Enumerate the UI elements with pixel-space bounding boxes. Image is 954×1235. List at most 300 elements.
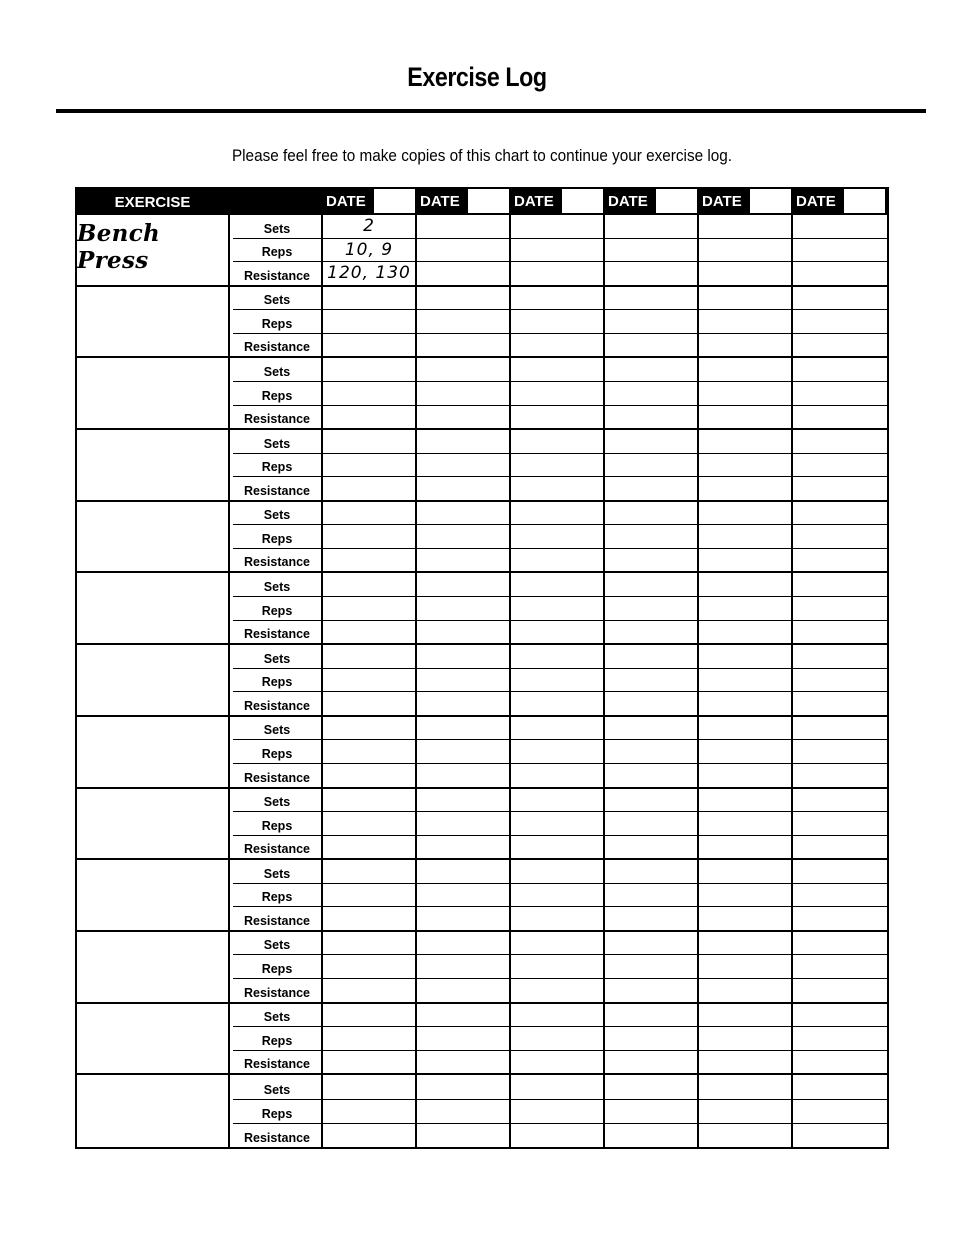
log-entry-cell[interactable] (323, 1051, 415, 1074)
log-entry-cell[interactable] (417, 932, 509, 956)
log-entry-cell[interactable] (699, 1100, 791, 1124)
title-divider (56, 109, 926, 113)
log-entry-cell[interactable] (323, 717, 415, 741)
log-entry-cell[interactable] (323, 525, 415, 549)
log-entry-cell[interactable] (605, 406, 697, 429)
log-entry-cell[interactable] (699, 1075, 791, 1099)
log-entry-cell[interactable] (605, 382, 697, 406)
exercise-name-cell[interactable] (77, 430, 230, 502)
metric-labels (230, 287, 323, 359)
date-entry-group (417, 860, 511, 932)
log-entry-cell[interactable] (417, 907, 509, 930)
log-entry-cell[interactable] (793, 262, 887, 285)
log-entry-cell[interactable] (511, 884, 603, 908)
metric-labels (230, 1075, 323, 1147)
log-entry-cell[interactable] (793, 789, 887, 813)
log-entry-cell[interactable] (793, 1124, 887, 1147)
log-entry-cell[interactable] (793, 239, 887, 263)
exercise-name-cell[interactable] (77, 287, 230, 359)
log-entry-cell[interactable] (699, 406, 791, 429)
log-entry-cell[interactable] (323, 789, 415, 813)
log-entry-cell[interactable] (417, 573, 509, 597)
date-entry-group (323, 860, 417, 932)
metric-label: Resistance (243, 985, 310, 1000)
log-entry-cell[interactable] (511, 262, 603, 285)
log-entry-cell[interactable] (417, 1075, 509, 1099)
log-entry-cell[interactable] (511, 525, 603, 549)
date-entry-group (605, 1075, 699, 1147)
log-entry-cell[interactable] (417, 549, 509, 572)
log-entry-cell[interactable] (699, 262, 791, 285)
log-entry-cell[interactable] (323, 621, 415, 644)
metric-label: Sets (233, 645, 321, 669)
date-entry-group (605, 287, 699, 359)
exercise-name-cell[interactable] (77, 573, 230, 645)
log-entry-cell[interactable] (699, 549, 791, 572)
log-entry-cell[interactable] (511, 1004, 603, 1028)
log-entry-cell[interactable] (793, 477, 887, 500)
log-entry-cell[interactable] (323, 310, 415, 334)
exercise-name-cell[interactable] (77, 1075, 230, 1147)
log-entry-cell[interactable] (511, 669, 603, 693)
log-entry-cell[interactable] (511, 764, 603, 787)
log-entry-cell[interactable] (417, 692, 509, 715)
log-entry-cell[interactable] (793, 287, 887, 311)
log-entry-cell[interactable] (699, 1124, 791, 1147)
log-entry-cell[interactable] (793, 215, 887, 239)
log-entry-cell[interactable] (323, 764, 415, 787)
log-entry-cell[interactable] (417, 1124, 509, 1147)
log-entry-cell[interactable] (323, 549, 415, 572)
log-entry-cell[interactable] (699, 812, 791, 836)
date-entry-group (417, 1075, 511, 1147)
log-entry-cell[interactable] (323, 406, 415, 429)
log-entry-cell[interactable] (323, 860, 415, 884)
log-entry-cell[interactable] (699, 669, 791, 693)
log-entry-cell[interactable] (793, 597, 887, 621)
exercise-name-cell[interactable] (77, 358, 230, 430)
log-entry-cell[interactable] (699, 692, 791, 715)
log-entry-cell[interactable] (511, 1027, 603, 1051)
log-entry-cell[interactable] (699, 884, 791, 908)
log-entry-cell[interactable] (511, 740, 603, 764)
log-entry-cell[interactable] (417, 1051, 509, 1074)
log-entry-cell[interactable] (605, 334, 697, 357)
log-entry-cell[interactable] (793, 1051, 887, 1074)
log-entry-cell[interactable] (605, 955, 697, 979)
log-entry-cell[interactable] (793, 358, 887, 382)
log-entry-cell[interactable] (417, 262, 509, 285)
log-entry-cell[interactable] (793, 310, 887, 334)
log-entry-cell[interactable] (417, 215, 509, 239)
date-entry-group (417, 932, 511, 1004)
log-entry-cell[interactable] (699, 573, 791, 597)
date-entry-field[interactable] (468, 189, 509, 213)
date-entry-group (699, 1075, 793, 1147)
log-entry-cell[interactable] (417, 454, 509, 478)
log-entry-cell[interactable] (323, 1100, 415, 1124)
metric-label: Resistance (243, 770, 310, 785)
metric-label: Sets (233, 573, 321, 597)
log-entry-cell[interactable] (699, 1051, 791, 1074)
log-entry-cell[interactable] (699, 1027, 791, 1051)
log-entry-cell[interactable] (417, 860, 509, 884)
log-entry-cell[interactable] (793, 573, 887, 597)
log-entry-cell[interactable] (511, 549, 603, 572)
log-entry-cell[interactable] (511, 215, 603, 239)
log-entry-cell[interactable] (793, 692, 887, 715)
log-entry-cell[interactable] (793, 334, 887, 357)
log-entry-cell[interactable] (605, 1027, 697, 1051)
log-entry-cell[interactable] (511, 1051, 603, 1074)
date-entry-field[interactable] (374, 189, 415, 213)
log-entry-cell[interactable] (699, 215, 791, 239)
log-entry-cell[interactable] (605, 239, 697, 263)
log-entry-cell[interactable] (605, 1075, 697, 1099)
log-entry-cell[interactable] (511, 955, 603, 979)
date-entry-field[interactable] (750, 189, 791, 213)
log-entry-cell[interactable] (699, 740, 791, 764)
log-entry-cell[interactable] (417, 525, 509, 549)
log-entry-cell[interactable] (511, 1100, 603, 1124)
metric-label: Reps (233, 310, 321, 334)
log-entry-cell[interactable] (793, 406, 887, 429)
log-entry-cell[interactable] (511, 907, 603, 930)
log-entry-cell[interactable] (417, 502, 509, 526)
log-entry-cell[interactable] (699, 932, 791, 956)
log-entry-cell[interactable] (511, 382, 603, 406)
log-entry-cell[interactable] (699, 764, 791, 787)
log-entry-cell[interactable] (793, 717, 887, 741)
log-entry-cell[interactable] (699, 454, 791, 478)
log-entry-cell[interactable] (699, 1004, 791, 1028)
exercise-name-cell[interactable] (77, 502, 230, 574)
log-entry-cell[interactable] (699, 979, 791, 1002)
log-entry-cell[interactable] (793, 764, 887, 787)
log-entry-cell[interactable] (417, 812, 509, 836)
log-entry-cell[interactable] (511, 310, 603, 334)
exercise-name-cell[interactable] (77, 789, 230, 861)
metric-label: Reps (233, 740, 321, 764)
log-entry-cell[interactable] (605, 621, 697, 644)
log-entry-cell[interactable] (605, 692, 697, 715)
log-entry-cell[interactable] (417, 884, 509, 908)
log-entry-cell[interactable] (417, 287, 509, 311)
metric-label: Resistance (243, 412, 310, 427)
log-entry-cell[interactable] (605, 454, 697, 478)
log-entry-cell[interactable] (793, 932, 887, 956)
log-entry-cell[interactable] (605, 597, 697, 621)
date-entry-group (323, 358, 417, 430)
log-entry-cell[interactable] (793, 430, 887, 454)
log-entry-cell[interactable] (605, 717, 697, 741)
log-entry-cell[interactable] (605, 262, 697, 285)
exercise-name-cell[interactable] (77, 860, 230, 932)
log-entry-cell[interactable] (699, 430, 791, 454)
metric-labels (230, 645, 323, 717)
log-entry-cell[interactable] (605, 669, 697, 693)
log-entry-cell[interactable] (699, 955, 791, 979)
exercise-name-cell[interactable] (77, 717, 230, 789)
log-entry-cell[interactable] (323, 692, 415, 715)
log-entry-cell[interactable] (417, 406, 509, 429)
log-entry-cell[interactable] (323, 645, 415, 669)
log-entry-cell[interactable] (699, 597, 791, 621)
date-entry-group (699, 717, 793, 789)
log-entry-cell[interactable] (605, 573, 697, 597)
log-entry-cell[interactable] (699, 382, 791, 406)
log-entry-cell[interactable] (793, 382, 887, 406)
log-entry-cell[interactable] (417, 717, 509, 741)
log-entry-cell[interactable] (699, 358, 791, 382)
log-entry-cell[interactable] (511, 692, 603, 715)
log-entry-cell[interactable] (793, 1075, 887, 1099)
log-entry-cell[interactable] (323, 287, 415, 311)
log-entry-cell[interactable] (511, 789, 603, 813)
log-entry-cell[interactable] (417, 740, 509, 764)
log-entry-cell[interactable] (511, 406, 603, 429)
date-entry-field[interactable] (844, 189, 885, 213)
date-entry-group (793, 932, 887, 1004)
log-entry-cell[interactable] (605, 1004, 697, 1028)
log-entry-cell[interactable] (323, 955, 415, 979)
log-entry-cell[interactable] (699, 477, 791, 500)
log-entry-cell[interactable] (605, 430, 697, 454)
log-entry-cell[interactable] (323, 836, 415, 859)
date-column-header-3 (511, 189, 605, 215)
log-entry-cell[interactable] (511, 358, 603, 382)
date-entry-group (699, 502, 793, 574)
log-entry-cell[interactable] (323, 740, 415, 764)
log-entry-cell[interactable] (699, 239, 791, 263)
log-entry-cell[interactable] (323, 884, 415, 908)
log-entry-cell[interactable] (511, 621, 603, 644)
log-entry-cell[interactable] (605, 645, 697, 669)
log-entry-cell[interactable] (605, 287, 697, 311)
log-entry-cell[interactable] (323, 430, 415, 454)
log-entry-cell[interactable] (511, 979, 603, 1002)
log-entry-cell[interactable] (323, 334, 415, 357)
log-entry-cell[interactable] (511, 812, 603, 836)
log-entry-cell[interactable] (793, 669, 887, 693)
log-entry-cell[interactable] (605, 860, 697, 884)
log-entry-cell[interactable] (605, 932, 697, 956)
date-entry-group (605, 932, 699, 1004)
log-entry-cell[interactable] (417, 358, 509, 382)
log-entry-cell[interactable] (511, 645, 603, 669)
log-entry-cell[interactable] (605, 1051, 697, 1074)
log-entry-cell[interactable] (793, 884, 887, 908)
log-entry-cell[interactable] (323, 979, 415, 1002)
metric-label: Resistance (243, 698, 310, 713)
log-entry-cell[interactable] (605, 358, 697, 382)
metric-label: Resistance (243, 1057, 310, 1072)
log-entry-cell[interactable] (793, 979, 887, 1002)
log-entry-cell[interactable] (699, 789, 791, 813)
log-entry-cell[interactable] (605, 549, 697, 572)
log-entry-cell[interactable] (699, 621, 791, 644)
exercise-name-cell[interactable] (77, 1004, 230, 1076)
log-entry-cell[interactable] (511, 502, 603, 526)
log-entry-cell[interactable] (793, 502, 887, 526)
log-entry-cell[interactable] (511, 573, 603, 597)
log-entry-cell[interactable] (793, 836, 887, 859)
log-entry-cell[interactable] (323, 477, 415, 500)
metric-labels (230, 789, 323, 861)
log-entry-cell[interactable] (605, 907, 697, 930)
log-entry-cell[interactable] (793, 1027, 887, 1051)
log-entry-cell[interactable] (793, 549, 887, 572)
metric-labels (230, 502, 323, 574)
log-entry-cell[interactable] (417, 979, 509, 1002)
log-entry-cell[interactable] (793, 621, 887, 644)
log-entry-cell[interactable] (699, 502, 791, 526)
log-entry-cell[interactable] (699, 525, 791, 549)
log-entry-cell[interactable] (323, 358, 415, 382)
date-entry-group (417, 645, 511, 717)
date-entry-group (417, 430, 511, 502)
log-entry-cell[interactable] (699, 334, 791, 357)
log-entry-cell[interactable] (323, 382, 415, 406)
log-entry-cell[interactable] (417, 1004, 509, 1028)
log-entry-cell[interactable] (793, 454, 887, 478)
log-entry-cell[interactable] (605, 310, 697, 334)
exercise-name: Bench Press (77, 219, 161, 274)
log-entry-cell[interactable] (511, 1075, 603, 1099)
log-entry-cell[interactable] (417, 1027, 509, 1051)
date-entry-group (511, 645, 605, 717)
log-entry-cell[interactable] (417, 955, 509, 979)
log-entry-cell[interactable] (511, 1124, 603, 1147)
log-entry-cell[interactable] (511, 932, 603, 956)
log-entry-cell[interactable] (793, 1100, 887, 1124)
log-entry-cell[interactable] (605, 215, 697, 239)
log-entry-cell[interactable] (323, 1027, 415, 1051)
log-entry-cell[interactable] (793, 812, 887, 836)
metric-label: Resistance (243, 483, 310, 498)
date-entry-group (323, 645, 417, 717)
log-entry-cell[interactable] (323, 669, 415, 693)
log-entry-cell[interactable] (793, 907, 887, 930)
log-entry-cell[interactable] (793, 860, 887, 884)
date-entry-group (699, 860, 793, 932)
log-entry-cell[interactable] (793, 955, 887, 979)
log-entry-cell[interactable] (417, 382, 509, 406)
log-entry-cell[interactable] (417, 789, 509, 813)
log-entry-cell[interactable] (605, 1124, 697, 1147)
date-entry-field[interactable] (656, 189, 697, 213)
log-entry-cell[interactable] (417, 477, 509, 500)
log-entry-cell[interactable] (323, 573, 415, 597)
log-entry-cell[interactable] (417, 645, 509, 669)
log-entry-cell[interactable] (793, 525, 887, 549)
log-entry-cell[interactable] (323, 454, 415, 478)
exercise-name-cell[interactable] (77, 645, 230, 717)
log-entry-cell[interactable] (699, 717, 791, 741)
date-entry-group (699, 215, 793, 287)
copy-note: Please feel free to make copies of this chart to continue your exercise log. (231, 146, 733, 165)
log-entry-cell[interactable] (511, 477, 603, 500)
log-entry-cell[interactable] (699, 287, 791, 311)
log-entry-cell[interactable] (699, 907, 791, 930)
exercise-name-cell[interactable] (77, 215, 230, 287)
exercise-name-cell[interactable] (77, 932, 230, 1004)
log-entry-cell[interactable] (605, 812, 697, 836)
log-entry-cell[interactable] (417, 597, 509, 621)
log-entry-cell[interactable] (699, 645, 791, 669)
log-entry-cell[interactable] (511, 597, 603, 621)
log-entry-cell[interactable] (511, 287, 603, 311)
log-entry-cell[interactable] (793, 1004, 887, 1028)
log-entry-cell[interactable] (323, 932, 415, 956)
log-entry-cell[interactable] (605, 502, 697, 526)
log-entry-cell[interactable] (605, 789, 697, 813)
log-entry-cell[interactable] (417, 239, 509, 263)
log-entry-cell[interactable] (323, 1004, 415, 1028)
log-entry-cell[interactable] (511, 454, 603, 478)
log-entry-cell[interactable] (605, 1100, 697, 1124)
log-entry-cell[interactable] (511, 717, 603, 741)
log-entry-cell[interactable] (323, 597, 415, 621)
log-entry-cell[interactable]: 2 (323, 215, 415, 239)
log-entry-cell[interactable] (699, 860, 791, 884)
metric-label: Reps (233, 382, 321, 406)
log-entry-cell[interactable] (511, 239, 603, 263)
log-entry-cell[interactable] (511, 334, 603, 357)
log-entry-cell[interactable] (605, 979, 697, 1002)
log-entry-cell[interactable]: 120, 130 (327, 263, 411, 284)
metric-label: Resistance (243, 1131, 310, 1145)
log-entry-cell[interactable] (511, 860, 603, 884)
metric-label: Reps (233, 454, 321, 478)
date-entry-group (699, 1004, 793, 1076)
log-entry-cell[interactable] (323, 812, 415, 836)
log-entry-cell[interactable] (605, 884, 697, 908)
log-entry-cell[interactable] (323, 502, 415, 526)
date-entry-group (793, 717, 887, 789)
log-entry-cell[interactable] (605, 477, 697, 500)
log-entry-cell[interactable] (417, 764, 509, 787)
log-entry-cell[interactable] (511, 836, 603, 859)
log-entry-cell[interactable] (699, 836, 791, 859)
log-entry-cell[interactable] (417, 621, 509, 644)
date-entry-group (605, 358, 699, 430)
log-entry-cell[interactable] (511, 430, 603, 454)
log-entry-cell[interactable] (417, 310, 509, 334)
log-entry-cell[interactable] (605, 740, 697, 764)
log-entry-cell[interactable] (793, 645, 887, 669)
log-entry-cell[interactable] (417, 1100, 509, 1124)
log-entry-cell[interactable] (417, 669, 509, 693)
log-entry-cell[interactable] (417, 334, 509, 357)
date-entry-group (605, 717, 699, 789)
log-entry-cell[interactable]: 10, 9 (323, 239, 415, 263)
log-entry-cell[interactable] (605, 525, 697, 549)
log-entry-cell[interactable] (417, 836, 509, 859)
log-entry-cell[interactable] (417, 430, 509, 454)
log-entry-cell[interactable] (323, 1075, 415, 1099)
date-entry-field[interactable] (562, 189, 603, 213)
date-entry-group (793, 358, 887, 430)
date-label: DATE (699, 189, 750, 213)
date-entry-group (793, 789, 887, 861)
log-entry-cell[interactable] (793, 740, 887, 764)
log-entry-cell[interactable] (605, 836, 697, 859)
log-entry-cell[interactable] (323, 1124, 415, 1147)
log-entry-cell[interactable] (699, 310, 791, 334)
log-entry-cell[interactable] (323, 907, 415, 930)
log-entry-cell[interactable] (605, 764, 697, 787)
